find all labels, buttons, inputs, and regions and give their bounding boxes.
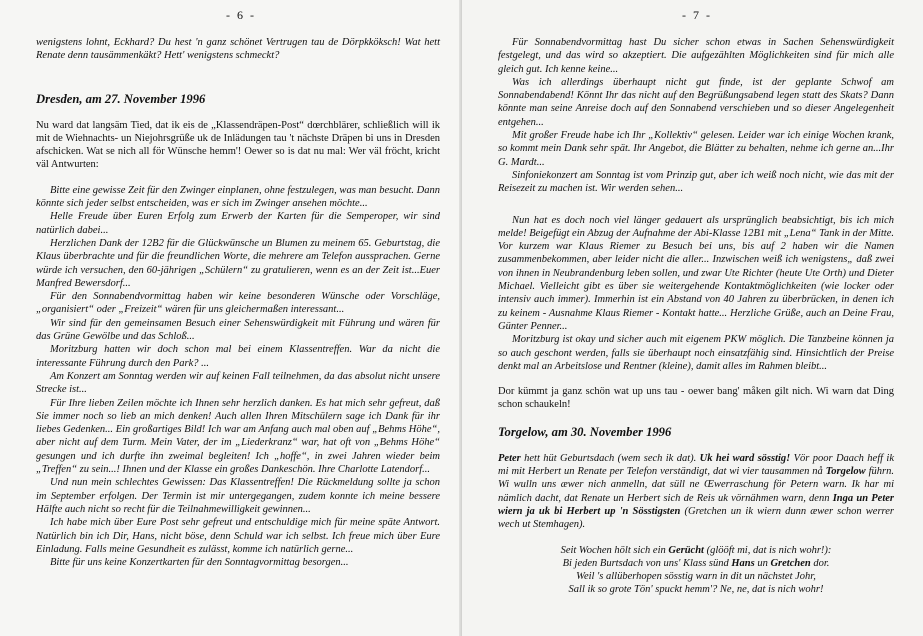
quote-paragraph: Moritzburg ist okay und sicher auch mit eigenem PKW möglich. Die Tanzbeine können ja so auch geschont werden, falls sie überhaupt noch einsatzfähig sind. Hinsichtlich der Preise denkt mal an Arbeitslose und Rentner (kleine), damit alles im Rahmen bleibt... [498, 334, 894, 372]
text-run: Seit Wochen hölt sich ein [560, 544, 669, 556]
text-run: (glööft mi, dat is nich wohr!): [703, 544, 832, 556]
quote-paragraph: Helle Freude über Euren Erfolg zum Erwerb der Karten für die Semperoper, wir sind natürlich dabei... [36, 211, 440, 236]
emphasis-geruecht: Gerücht [668, 544, 704, 556]
verse-line: Sall ik so grote Tön' spuckt hemm'? Ne, ne, dat is nich wohr! [568, 584, 824, 596]
quote-paragraph: Sinfoniekonzert am Sonntag ist vom Prinzip gut, aber ich weiß noch nicht, wie das mit der Reisezeit zu machen ist. Wir werden sehen... [498, 169, 894, 195]
name-hans: Hans [731, 557, 755, 569]
right-column [498, 36, 894, 597]
quote-paragraph: Herzlichen Dank der 12B2 für die Glückwünsche un Blumen zu meinem 65. Geburtstag, die Klaus überbrachte und für die freundlichen Worte, die mehrere am Telefon aussprachen. Gerne würde ich versuchen, den 60-jährigen „Schülern“ zu gratulieren, wenn es an der Zeit ist...Euer Manfred Bewersdorf... [36, 237, 440, 289]
text-run: führn. Wi wulln uns æwer nich anmelln, dat süll ne Œwerraschung för Petern warn. Ik har mi nämlich dacht, dat Renate un Herbert sich de Reis uk vörnähmen warn, denn [498, 466, 895, 504]
torgelow-paragraph [498, 452, 894, 532]
left-column [36, 36, 440, 569]
emphasis-sixty: Uk hei ward sösstig! [699, 452, 791, 464]
quote-paragraph: Nun hat es doch noch viel länger gedauert als ursprünglich beabsichtigt, bis ich mich melde! Beigefügt ein Abzug der Aufnahme der Abi-Klasse 12B1 mit „Lena“ Tank in der Mitte. Vor kurzem war Klaus Riemer zu Besuch bei uns, bis auf 2 haben wir die Namen zusammenbekommen, aber leider nicht die aller... Inzwischen weiß ich wenigstens„ daß zwei von ihnen in Neubrandenburg leben sollen, und zwar Ute Richter (heute Ute Orth) und Dieter Michael. Vielleicht gibt es über sie weitergehende Kontaktmöglichkeiten (wie locker oder intensiv auch immer). Immerhin ist ein Abstand von 40 Jahren zu überbrücken, in denen ich zu keinem - Ausnahme Klaus Riemer - Kontakt hatte... Herzliche Grüße, auch an Deine Frau, Günter Penner... [498, 214, 894, 332]
intro-paragraph: wenigstens lohnt, Eckhard? Du hest 'n ganz schönet Vertrugen tau de Dörpkköksch! Wat hett Renate denn tausämmenkäkt? Hett' wenigstens schmeckt? [36, 37, 440, 62]
name-peter: Peter [498, 452, 521, 464]
verse-line [498, 557, 894, 570]
text-run: un [754, 557, 771, 569]
text-run: dor. [810, 557, 830, 569]
name-gretchen: Gretchen [770, 557, 811, 569]
emphasis-inga-peter: Inga un Peter wiern ja uk bi Herbert up 'n Sösstigsten [498, 492, 894, 517]
body-paragraph: Nu ward dat langsäm Tied, dat ik eis de „Klassendräpen-Post“ dœrchblärer, schließlich will ik mit de Wiehnachts- un Niejohrsgrüße uk de Inlädungen tau 't nächste Dräpen bi uns in Dresden afschicken. Wat se nich all för Wünsche hemm'! Oewer so is dat nu mal: Wer väl fröcht, kricht väl Antwurten: [36, 119, 440, 171]
section-heading-torgelow: Torgelow, am 30. November 1996 [498, 424, 672, 439]
text-run: Bi jeden Burtsdach von uns' Klass sünd [562, 557, 732, 569]
verse-line: Weil 's allüberhopen sösstig warn in dit un nächstet Johr, [576, 571, 816, 583]
quote-paragraph: Ich habe mich über Eure Post sehr gefreut und entschuldige mich für meine späte Antwort. Natürlich bin ich Dir, Hans, nicht böse, denn Schuld war ich selbst. Ich freue mich über Eure Einladung. Falls meine Gesundheit es zulässt, komme ich natürlich gerne... [36, 517, 440, 555]
verse-line [498, 544, 894, 557]
section-heading-dresden: Dresden, am 27. November 1996 [36, 91, 206, 106]
quote-paragraph: Und nun mein schlechtes Gewissen: Das Klassentreffen! Die Rückmeldung sollte ja schon im September erfolgen. Der Termin ist mir untergegangen, zudem konnte ich meine bessere Hälfte auch nicht so recht für die Teilnahmewilligkeit gewinnen... [36, 477, 440, 515]
quote-paragraph: Bitte für uns keine Konzertkarten für den Sonntagvormittag besorgen... [50, 557, 349, 569]
quote-paragraph: Am Konzert am Sonntag werden wir auf keinen Fall teilnehmen, da das absolut nicht unsere Strecke ist... [36, 370, 440, 396]
closing-paragraph: Dor kümmt ja ganz schön wat up uns tau - oewer bang' måken gilt nich. Wi warn dat Ding schon schaukeln! [498, 386, 894, 411]
quote-paragraph: Für Sonnabendvormittag hast Du sicher schon etwas in Sachen Sehenswürdigkeit festgelegt, und das wird so akzeptiert. Die aufgezählten Möglichkeiten sind für mich alle gleich gut. Ich kenne keine... [498, 37, 894, 75]
quote-paragraph: Für Ihre lieben Zeilen möchte ich Ihnen sehr herzlich danken. Es hat mich sehr gefreut, daß Sie immer noch so lieb an mich denken! Auch allen Ihren Mitschülern sage ich Dank für ihr liebes Gedenken... Ein großartiges Bild! Ich war am Anfang auch mal oben auf „Behms Höhe“, aber nicht auf dem Turm. Mein Vater, der im „Liederkranz“ war, hat oft von „Behms Höhe“ gesungen und ich durfte ihn zweimal begleiten! Ich „hoffe“, in zwei Jahren wieder beim „Treffen“ zu sein...! Ihnen und der Klasse ein großes Dankeschön. Ihre Charlotte Latendorf... [36, 397, 440, 476]
quote-paragraph: Für den Sonnabendvormittag haben wir keine besonderen Wünsche oder Vorschläge, „organisiert“ oder „Freizeit“ wären für uns gleichermaßen interessant... [36, 291, 440, 316]
page-number-right: - 7 - [682, 8, 712, 22]
right-page [462, 0, 923, 636]
place-torgelow: Torgelow [825, 466, 866, 478]
quote-paragraph: Wir sind für den gemeinsamen Besuch einer Sehenswürdigkeit mit Führung und wären für das Grüne Gewölbe und das Schloß... [36, 317, 440, 343]
page-number-left: - 6 - [226, 8, 256, 22]
text-run: hett hüt Geburtsdach (wem sech ik dat). [520, 452, 700, 464]
text-run: (Gretchen un ik wiern dunn æwer schon werrer wech ut Stemhagen). [498, 505, 894, 531]
text-run: Vör poor Daach heff ik mi mit Herbert un Renate per Telefon verständigt, dat wi vier tausammen nå [498, 452, 894, 478]
quote-paragraph: Bitte eine gewisse Zeit für den Zwinger einplanen, ohne festzulegen, was man besucht. Dann könnte sich jeder selbst entscheiden, was er sich im Zwinger ansehen möchte... [36, 184, 440, 210]
quote-paragraph: Mit großer Freude habe ich Ihr „Kollektiv“ gelesen. Leider war ich einige Wochen krank, so kommt mein Dank sehr spät. Ihr Angebot, die Blätter zu behalten, nehme ich gerne an...Ihr G. Mardt... [498, 130, 894, 168]
quote-paragraph: Moritzburg hatten wir doch schon mal bei einem Klassentreffen. War da nicht die interessante Führung durch den Park? ... [36, 344, 440, 369]
quote-paragraph: Was ich allerdings überhaupt nicht gut finde, ist der geplante Schwof am Sonnabendabend! Könnt Ihr das nicht auf den Begrüßungsabend legen statt des Skats? Dann könnte man seine Anreise doch auf den Sonnabend verschieben und so dieser Angelegenheit entgehen... [498, 76, 894, 128]
